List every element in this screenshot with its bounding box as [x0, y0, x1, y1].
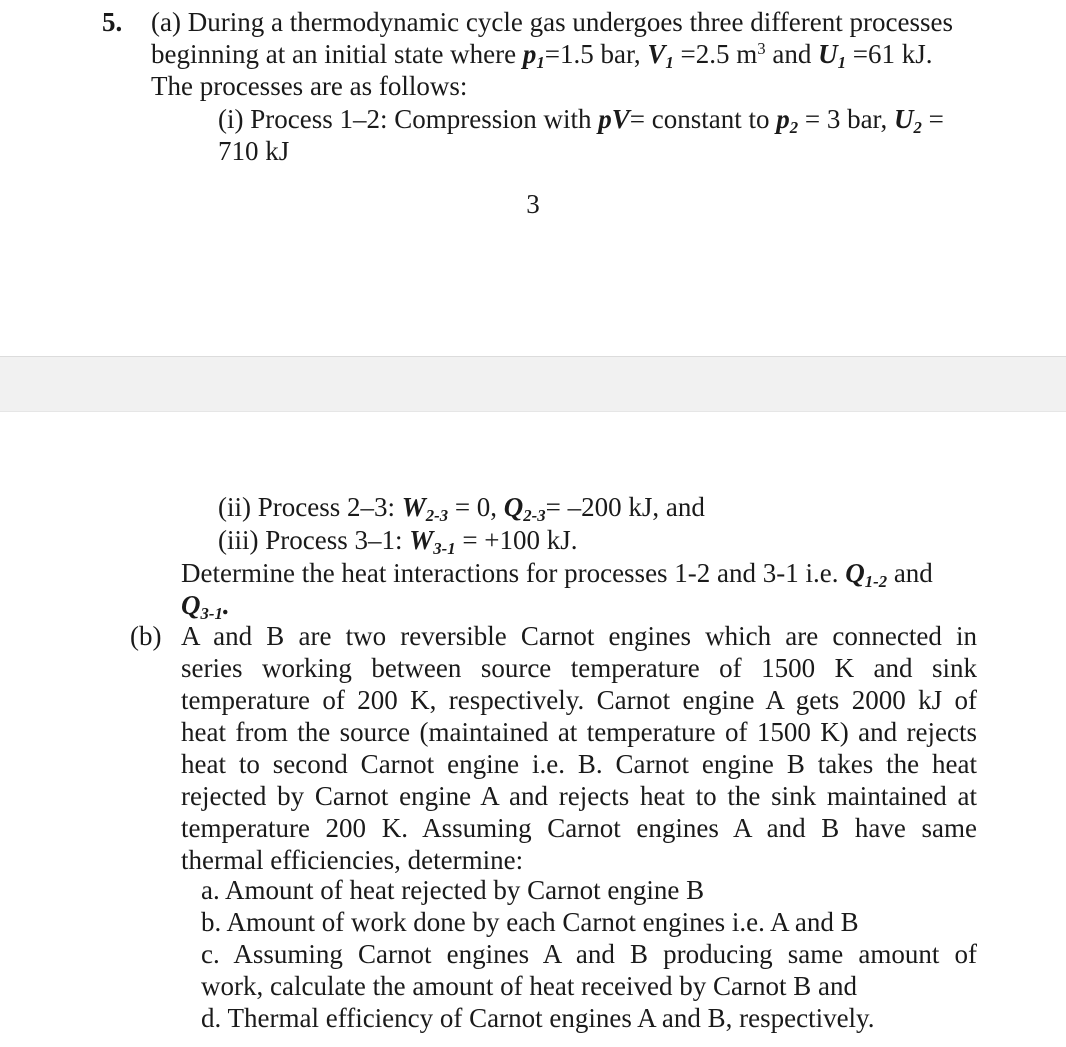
q31-symbol: Q	[181, 590, 201, 620]
part-a-intro-line-1	[151, 6, 953, 38]
q23-value: = –200 kJ, and	[545, 492, 705, 522]
u2-subscript: 2	[913, 117, 922, 137]
determine-end: .	[222, 590, 230, 620]
w31-symbol: W	[409, 525, 434, 555]
process-3-prefix: (iii) Process 3–1:	[218, 525, 410, 555]
part-b-line-4: heat from the source (maintained at temperature of 1500 K) and rejects	[181, 717, 977, 747]
w23-symbol: W	[401, 492, 426, 522]
p2-symbol: p	[776, 104, 790, 134]
part-b-item-b: b. Amount of work done by each Carnot engines i.e. A and B	[201, 907, 859, 937]
p1-subscript: 1	[536, 52, 545, 72]
process-1-line	[218, 103, 944, 139]
part-b-item-a: a. Amount of heat rejected by Carnot engine B	[201, 875, 705, 905]
part-b-label: (b)	[130, 621, 162, 651]
p2-subscript: 2	[789, 117, 799, 137]
part-b-item-c-line-1: c. Assuming Carnot engines A and B producing same amount of	[201, 939, 977, 969]
w23-subscript: 2-3	[425, 505, 449, 525]
p1-symbol: p	[522, 39, 537, 69]
process-3-line	[218, 524, 578, 560]
process-2-line	[218, 491, 705, 527]
part-a-label: (a)	[151, 7, 181, 37]
p1-value: =1.5 bar,	[544, 39, 648, 69]
v1-symbol: V	[647, 39, 666, 69]
part-b-line-1: A and B are two reversible Carnot engines which are connected in	[181, 621, 977, 651]
part-b-line-6: rejected by Carnot engine A and rejects heat to the sink maintained at	[181, 781, 977, 811]
part-b-item-c-line-2: work, calculate the amount of heat received by Carnot B and	[201, 971, 858, 1001]
u2-value: =	[921, 104, 944, 134]
pv-symbol: pV	[598, 104, 630, 134]
v1-value: =2.5 m	[673, 39, 758, 69]
u1-subscript: 1	[837, 52, 846, 72]
part-a-intro-line-2	[151, 38, 932, 74]
part-b-line-2: series working between source temperature of 1500 K and sink	[181, 653, 977, 683]
u1-value: =61 kJ.	[846, 39, 933, 69]
determine-and: and	[887, 558, 933, 588]
intro-line-2-prefix: beginning at an initial state where	[151, 39, 523, 69]
q12-subscript: 1-2	[864, 571, 888, 591]
u2-symbol: U	[893, 104, 914, 134]
question-number: 5.	[102, 7, 123, 37]
v1-unit-superscript: 3	[757, 38, 766, 58]
process-2-prefix: (ii) Process 2–3:	[218, 492, 402, 522]
determine-line	[181, 557, 933, 593]
part-b-item-d: d. Thermal efficiency of Carnot engines A and B, respectively.	[201, 1003, 875, 1033]
part-b-line-3: temperature of 200 K, respectively. Carnot engine A gets 2000 kJ of	[181, 685, 977, 715]
u1-symbol: U	[818, 39, 838, 69]
v1-subscript: 1	[665, 52, 674, 72]
part-b-line-8: thermal efficiencies, determine:	[181, 845, 524, 875]
q23-symbol: Q	[503, 492, 524, 522]
determine-prefix: Determine the heat interactions for processes 1-2 and 3-1 i.e.	[181, 558, 846, 588]
part-b-line-5: heat to second Carnot engine i.e. B. Carnot engine B takes the heat	[181, 749, 977, 779]
page-number: 3	[526, 189, 540, 219]
page-break-gap	[0, 356, 1066, 412]
p2-value: = 3 bar,	[798, 104, 894, 134]
w23-value: = 0,	[448, 492, 504, 522]
q31-subscript: 3-1	[200, 603, 223, 623]
part-b-line-7: temperature 200 K. Assuming Carnot engines A and B have same	[181, 813, 977, 843]
process-1-prefix: (i) Process 1–2: Compression with	[218, 104, 599, 134]
w31-value: = +100 kJ.	[455, 525, 578, 555]
intro-line-2-mid: and	[765, 39, 819, 69]
q23-subscript: 2-3	[523, 505, 546, 525]
q12-symbol: Q	[845, 558, 865, 588]
process-1-continuation: 710 kJ	[218, 136, 290, 166]
part-a-intro-line-3: The processes are as follows:	[151, 71, 468, 101]
part-a-intro-text-1: During a thermodynamic cycle gas undergoes three different processes	[187, 7, 953, 37]
process-1-mid: = constant to	[629, 104, 777, 134]
w31-subscript: 3-1	[433, 538, 456, 558]
